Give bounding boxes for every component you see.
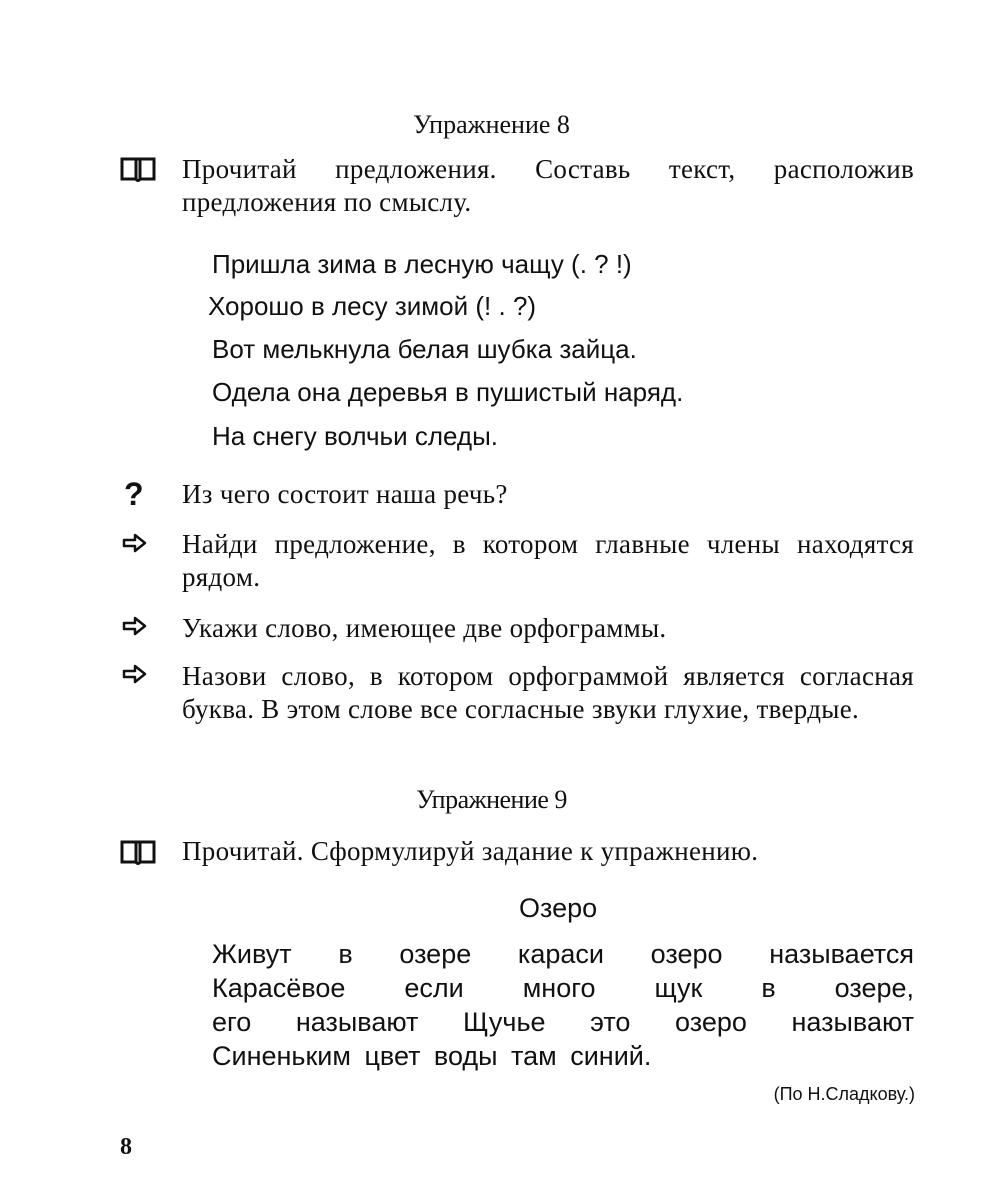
question-mark-icon: ? <box>124 476 144 512</box>
task-3: Назови слово, в котором орфограммой является согласная буква. В этом слове все согласные звуки глухие, твердые. <box>182 661 914 724</box>
exercise-8-title: Упражнение 8 <box>413 110 570 139</box>
text-line-4: Синеньким цвет воды там синий. <box>212 1041 652 1071</box>
text-line-2: Карасёвое если много щук в озере, <box>212 973 914 1003</box>
sentence-2: Хорошо в лесу зимой (! . ?) <box>208 291 537 321</box>
arrow-right-icon <box>122 616 148 636</box>
text-title: Озеро <box>519 893 598 923</box>
sentence-1: Пришла зима в лесную чащу (. ? !) <box>212 249 632 279</box>
text-paragraph <box>212 937 914 1073</box>
task-1: Найди предложение, в котором главные члены находятся рядом. <box>182 529 914 592</box>
sentence-5: На снегу волчьи следы. <box>212 421 498 451</box>
question-text: Из чего состоит наша речь? <box>182 479 508 509</box>
source-attribution: (По Н.Сладкову.) <box>773 1084 915 1104</box>
exercise-9-instruction: Прочитай. Сформулируй задание к упражнению. <box>182 836 759 866</box>
sentence-3: Вот мелькнула белая шубка зайца. <box>212 334 637 364</box>
task-2: Укажи слово, имеющее две орфограммы. <box>182 613 667 643</box>
exercise-9-title: Упражнение 9 <box>416 785 567 814</box>
exercise-8-instruction: Прочитай предложения. Составь текст, расположив предложения по смыслу. <box>182 154 914 217</box>
open-book-icon <box>120 838 156 866</box>
text-line-1: Живут в озере караси озеро называется <box>212 939 914 969</box>
sentence-4: Одела она деревья в пушистый наряд. <box>212 377 684 407</box>
open-book-icon <box>120 155 156 183</box>
text-line-3: его называют Щучье это озеро называют <box>212 1007 914 1037</box>
arrow-right-icon <box>122 533 148 553</box>
page-number: 8 <box>120 1134 132 1160</box>
arrow-right-icon <box>122 664 148 684</box>
